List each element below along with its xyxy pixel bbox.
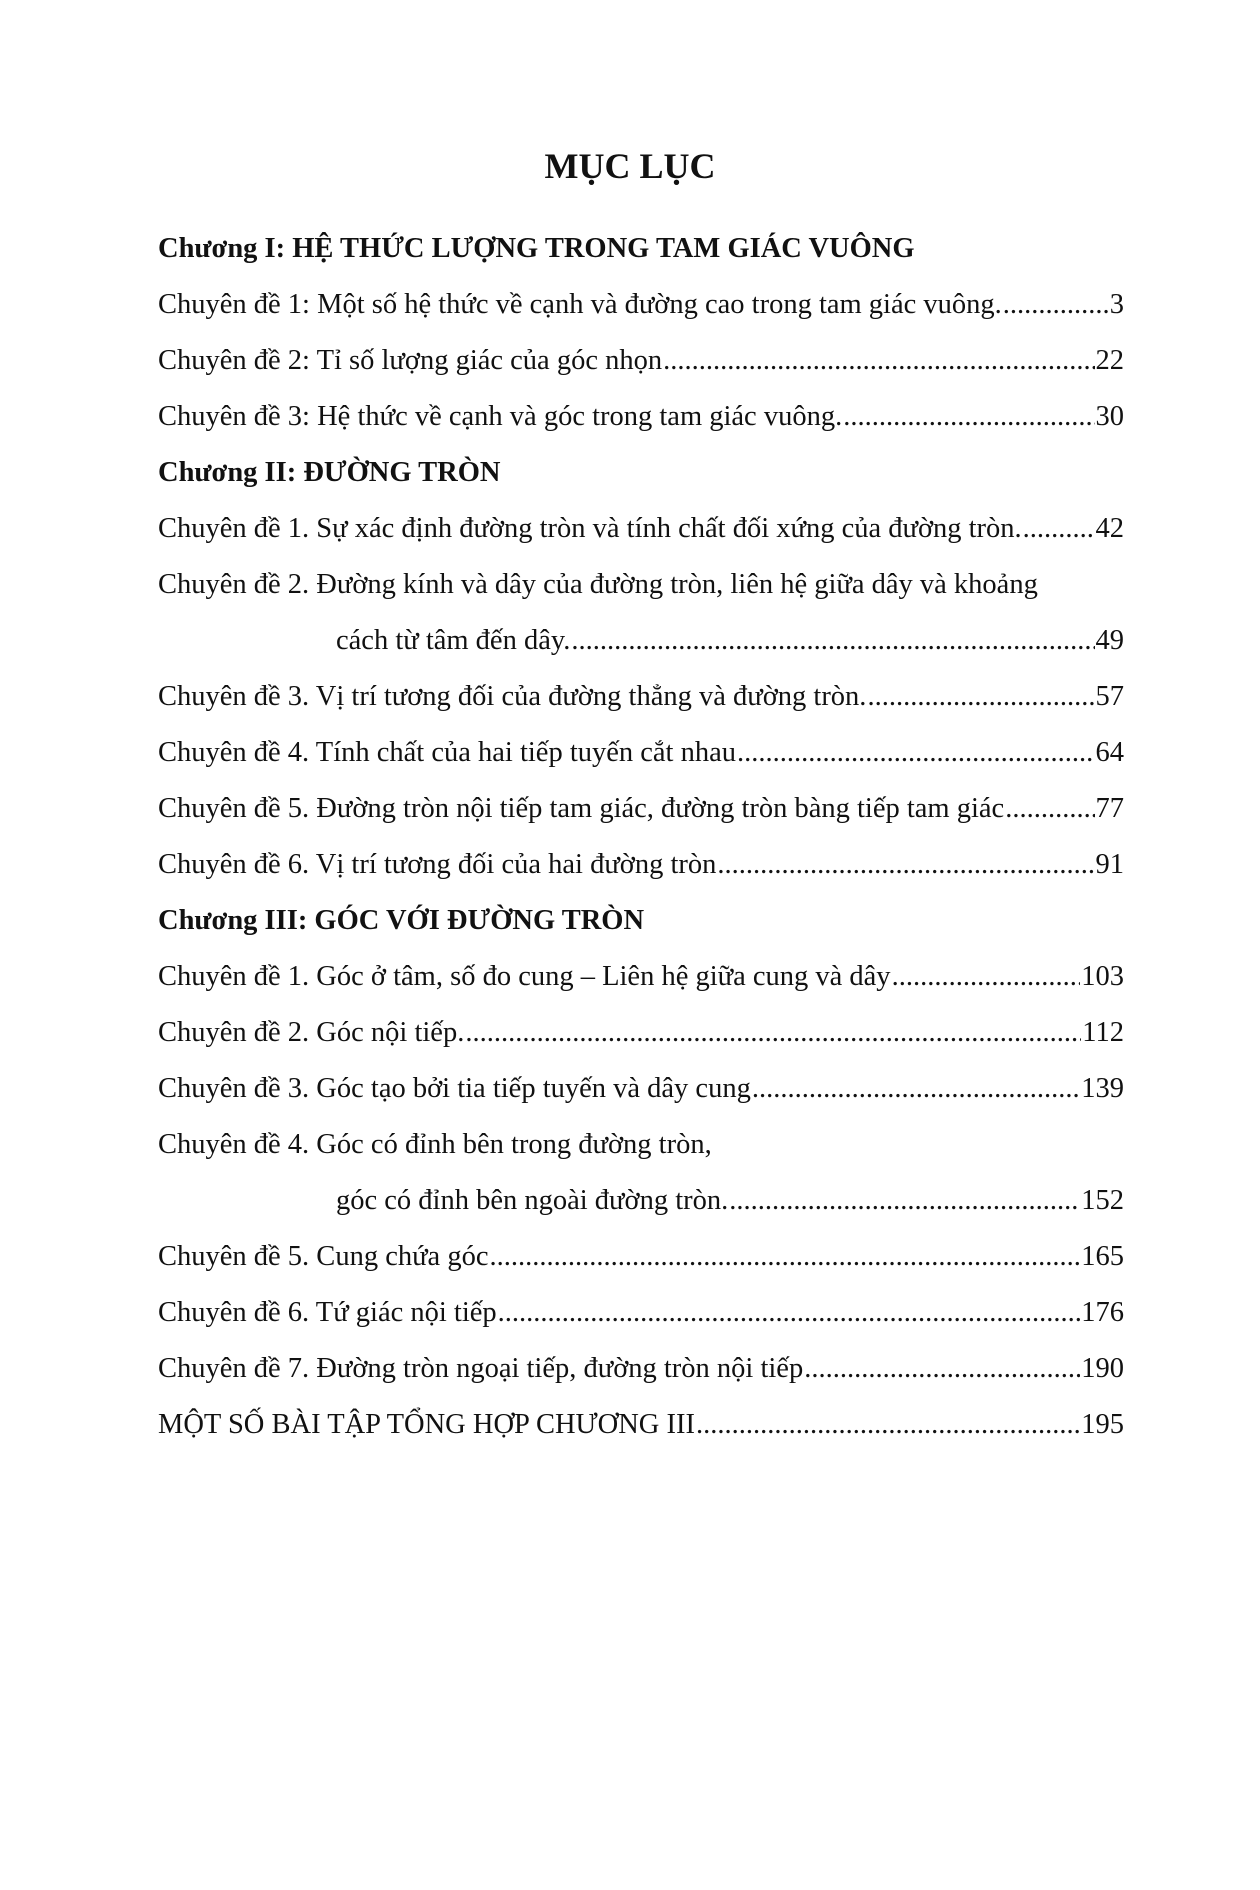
toc-entry[interactable] bbox=[158, 1235, 1124, 1279]
toc-entry[interactable] bbox=[336, 1179, 1124, 1223]
toc-entry-continuation: góc có đỉnh bên ngoài đường tròn. bbox=[336, 1185, 729, 1216]
toc-entry-label: MỘT SỐ BÀI TẬP TỔNG HỢP CHƯƠNG III bbox=[158, 1409, 695, 1440]
chapter-heading: Chương III: GÓC VỚI ĐƯỜNG TRÒN bbox=[158, 905, 645, 936]
toc-entry-label: Chuyên đề 1. Góc ở tâm, số đo cung – Liên hệ giữa cung và dây bbox=[158, 961, 891, 992]
dot-leader bbox=[571, 619, 1094, 663]
toc-entry-label: Chuyên đề 5. Đường tròn nội tiếp tam giác, đường tròn bàng tiếp tam giác bbox=[158, 793, 1005, 824]
page-title: MỤC LỤC bbox=[544, 146, 716, 186]
toc-entry-page: 195 bbox=[1081, 1409, 1124, 1440]
chapter-heading: Chương II: ĐƯỜNG TRÒN bbox=[158, 457, 501, 488]
toc-entry-label: Chuyên đề 7. Đường tròn ngoại tiếp, đường tròn nội tiếp bbox=[158, 1353, 804, 1384]
toc-entry[interactable] bbox=[158, 1347, 1124, 1391]
toc-entry-label: Chuyên đề 3: Hệ thức về cạnh và góc trong tam giác vuông. bbox=[158, 401, 843, 432]
toc-entry-page: 22 bbox=[1095, 345, 1124, 376]
dot-leader bbox=[752, 1067, 1080, 1111]
toc-entry[interactable] bbox=[158, 955, 1124, 999]
dot-leader bbox=[737, 731, 1094, 775]
dot-leader bbox=[489, 1235, 1080, 1279]
toc-entry[interactable] bbox=[158, 507, 1124, 551]
toc-entry-page: 57 bbox=[1095, 681, 1124, 712]
dot-leader bbox=[717, 843, 1094, 887]
dot-leader bbox=[1023, 507, 1095, 551]
chapter-heading: Chương I: HỆ THỨC LƯỢNG TRONG TAM GIÁC VUÔNG bbox=[158, 233, 915, 264]
toc-entry-label: Chuyên đề 3. Vị trí tương đối của đường thẳng và đường tròn. bbox=[158, 681, 867, 712]
toc-entry[interactable] bbox=[336, 619, 1124, 663]
toc-entry[interactable] bbox=[158, 787, 1124, 831]
toc-entry-label: Chuyên đề 5. Cung chứa góc bbox=[158, 1241, 489, 1272]
toc-entry-label: Chuyên đề 6. Tứ giác nội tiếp bbox=[158, 1297, 497, 1328]
toc-entry-label[interactable]: Chuyên đề 2. Đường kính và dây của đường tròn, liên hệ giữa dây và khoảng bbox=[158, 569, 1038, 600]
toc-entry[interactable] bbox=[158, 1011, 1124, 1055]
dot-leader bbox=[867, 675, 1094, 719]
toc-entry[interactable] bbox=[158, 283, 1124, 327]
toc-entry-continuation: cách từ tâm đến dây. bbox=[336, 625, 571, 656]
toc-entry-page: 139 bbox=[1081, 1073, 1124, 1104]
dot-leader bbox=[696, 1403, 1080, 1447]
toc-entry[interactable] bbox=[158, 843, 1124, 887]
dot-leader bbox=[498, 1291, 1081, 1335]
toc-entry-page: 165 bbox=[1081, 1241, 1124, 1272]
dot-leader bbox=[1003, 283, 1109, 327]
toc-entry-page: 30 bbox=[1095, 401, 1124, 432]
toc-entry[interactable] bbox=[158, 675, 1124, 719]
toc-entry[interactable] bbox=[158, 339, 1124, 383]
toc-entry-page: 112 bbox=[1082, 1017, 1124, 1048]
toc-entry[interactable] bbox=[158, 1067, 1124, 1111]
dot-leader bbox=[663, 339, 1094, 383]
toc-entry-page: 176 bbox=[1081, 1297, 1124, 1328]
dot-leader bbox=[465, 1011, 1081, 1055]
toc-entry-page: 77 bbox=[1095, 793, 1124, 824]
dot-leader bbox=[892, 955, 1081, 999]
toc-entry-page: 103 bbox=[1081, 961, 1124, 992]
dot-leader bbox=[804, 1347, 1080, 1391]
toc-entry-page: 152 bbox=[1081, 1185, 1124, 1216]
toc-entry[interactable] bbox=[158, 1403, 1124, 1447]
toc-entry-page: 91 bbox=[1095, 849, 1124, 880]
toc-entry-page: 64 bbox=[1095, 737, 1124, 768]
dot-leader bbox=[729, 1179, 1080, 1223]
dot-leader bbox=[1005, 787, 1094, 831]
toc-entry-label: Chuyên đề 1: Một số hệ thức về cạnh và đường cao trong tam giác vuông. bbox=[158, 289, 1002, 320]
toc-entry-label: Chuyên đề 2. Góc nội tiếp. bbox=[158, 1017, 465, 1048]
toc-entry[interactable] bbox=[158, 731, 1124, 775]
toc-entry-label: Chuyên đề 2: Tỉ số lượng giác của góc nhọn bbox=[158, 345, 663, 376]
toc-entry[interactable] bbox=[158, 395, 1124, 439]
toc-entry-page: 42 bbox=[1095, 513, 1124, 544]
toc-entry-label: Chuyên đề 3. Góc tạo bởi tia tiếp tuyến và dây cung bbox=[158, 1073, 751, 1104]
toc-entry-page: 3 bbox=[1109, 289, 1124, 320]
toc-entry-label[interactable]: Chuyên đề 4. Góc có đỉnh bên trong đường tròn, bbox=[158, 1129, 712, 1160]
toc-entry-label: Chuyên đề 6. Vị trí tương đối của hai đường tròn bbox=[158, 849, 717, 880]
dot-leader bbox=[843, 395, 1094, 439]
toc-entry[interactable] bbox=[158, 1291, 1124, 1335]
toc-entry-page: 49 bbox=[1095, 625, 1124, 656]
toc-entry-label: Chuyên đề 4. Tính chất của hai tiếp tuyến cắt nhau bbox=[158, 737, 737, 768]
toc-entry-page: 190 bbox=[1081, 1353, 1124, 1384]
toc-entry-label: Chuyên đề 1. Sự xác định đường tròn và tính chất đối xứng của đường tròn. bbox=[158, 513, 1022, 544]
